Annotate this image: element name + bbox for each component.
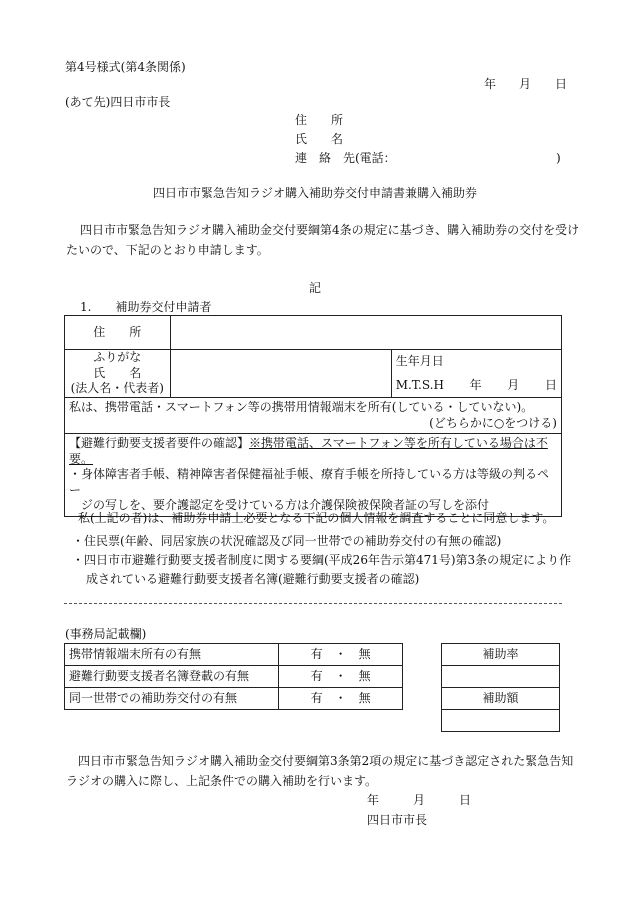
amount-label: 補助額 [442,688,560,710]
corp-label: (法人名・代表者) [70,381,164,396]
intro-line-2: たいので、下記のとおり申請します。 [66,243,269,257]
date-year: 年 [484,77,497,91]
rate-field[interactable] [442,666,560,688]
applicant-name-label: 氏 名 [295,132,344,146]
phone-ownership-cell[interactable] [65,398,562,434]
contact-close: ) [556,151,561,165]
footer-signer: 四日市市長 [367,813,428,827]
office-heading: (事務局記載欄) [65,627,147,641]
consent-item-2b: 成されている避難行動要支援者名簿(避難行動要支援者の確認) [86,572,420,586]
birthdate-label: 生年月日 [395,353,444,368]
phone-ownership-note: (どちらかに○をつける) [429,415,557,430]
rate-label: 補助率 [442,644,560,666]
birth-day: 日 [544,377,557,392]
office-row-label: 携帯情報端末所有の有無 [65,644,279,666]
section1-heading: 1. 補助券交付申請者 [80,300,212,314]
divider [64,603,562,604]
address-field[interactable] [170,316,561,350]
name-label: 氏 名 [93,365,142,380]
footer-line-1: 四日市市緊急告知ラジオ購入補助金交付要綱第3条第2項の規定に基づき認定された緊急告知 [78,754,574,768]
form-number: 第4号様式(第4条関係) [65,60,186,74]
office-row-choice[interactable]: 有 ・ 無 [279,666,403,688]
document-title: 四日市市緊急告知ラジオ購入補助券交付申請書兼購入補助券 [152,186,477,200]
footer-date-day: 日 [459,793,472,807]
applicant-contact-label: 連 絡 先(電話： [295,151,396,165]
ki-marker: 記 [308,281,321,295]
applicant-table [64,315,562,517]
amount-field[interactable] [442,710,560,732]
requirement-item-2: ジの写しを、要介護認定を受けている方は介護保険被保険者証の写しを添付 [81,498,490,513]
addressee: (あて先)四日市市長 [65,95,171,109]
office-row-label: 同一世帯での補助券交付の有無 [65,688,279,710]
requirement-label: 【避難行動要支援者要件の確認】 [69,436,250,450]
address-label: 住 所 [65,316,171,350]
footer-line-2: ラジオの購入に際し、上記条件での購入補助を行います。 [66,774,378,788]
requirement-cell [65,434,562,517]
office-row-choice[interactable]: 有 ・ 無 [279,644,403,666]
footer-date-year: 年 [367,793,380,807]
office-check-table [64,643,403,710]
office-row-label: 避難行動要支援者名簿登載の有無 [65,666,279,688]
date-month: 月 [519,77,532,91]
phone-ownership-text: 私は、携帯電話・スマートフォン等の携帯用情報端末を所有(している・していない)。 [69,399,534,414]
date-day: 日 [555,77,568,91]
name-field[interactable] [170,350,391,398]
consent-item-1: ・住民票(年齢、同居家族の状況確認及び同一世帯での補助券交付の有無の確認) [72,534,502,548]
office-amount-table [441,643,560,732]
intro-line-1: 四日市市緊急告知ラジオ購入補助金交付要綱第4条の規定に基づき、購入補助券の交付を受け [80,223,580,237]
consent-item-2a: ・四日市市避難行動要支援者制度に関する要綱(平成26年告示第471号)第3条の規定により作 [72,553,572,567]
applicant-address-label: 住 所 [295,113,344,127]
name-cell [65,350,171,398]
consent-line: 私(上記の者)は、補助券申請上必要となる下記の個人情報を調査することに同意します。 [78,511,555,525]
era-options: M.T.S.H [395,377,444,392]
furigana-label: ふりがな [93,350,142,365]
birth-year: 年 [469,377,482,392]
requirement-item-1: ・身体障害者手帳、精神障害者保健福祉手帳、療育手帳を所持している方は等級の判るペー [69,467,550,497]
footer-date-month: 月 [413,793,426,807]
birth-month: 月 [507,377,520,392]
office-row-choice[interactable]: 有 ・ 無 [279,688,403,710]
birthdate-cell[interactable] [391,350,561,398]
requirement-note: ※携帯電話、スマートフォン等を所有している場合は不要。 [69,436,548,466]
